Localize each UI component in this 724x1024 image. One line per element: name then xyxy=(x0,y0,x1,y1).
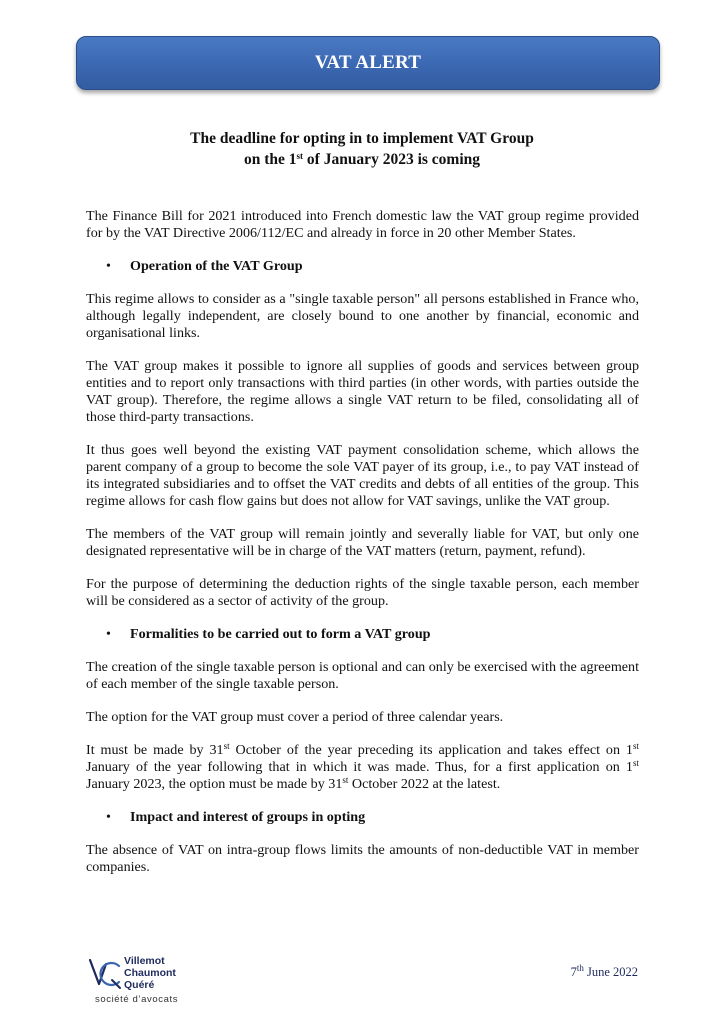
logo-name-line-1: Villemot xyxy=(124,955,165,967)
paragraph: The VAT group makes it possible to ignore all supplies of goods and services between group entities and to report only transactions with third parties (in other words, with parties outside the VAT group). Therefore, the regime allows a single VAT return to be filed, consolidating all of those third-party transactions. xyxy=(86,358,639,425)
headline-line-2: on the 1st of January 2023 is coming xyxy=(243,151,480,168)
paragraph: The option for the VAT group must cover a period of three calendar years. xyxy=(86,709,504,725)
section-heading-formalities: • Formalities to be carried out to form a VAT group xyxy=(106,626,431,642)
paragraph: The creation of the single taxable person is optional and can only be exercised with the agreement of each member of the single taxable person. xyxy=(86,659,639,692)
paragraph: The absence of VAT on intra-group flows limits the amounts of non-deductible VAT in member companies. xyxy=(86,842,639,875)
paragraph: It thus goes well beyond the existing VAT payment consolidation scheme, which allows the parent company of a group to become the sole VAT payer of its group, i.e., to pay VAT instead of its integrated subsidiaries and to offset the VAT credits and debts of all entities of the group. This regime allows for cash flow gains but does not allow for VAT savings, unlike the VAT group. xyxy=(86,442,639,509)
firm-logo xyxy=(88,954,208,1006)
firm-logo-icon xyxy=(88,954,122,992)
paragraph: The members of the VAT group will remain jointly and severally liable for VAT, but only one designated representative will be in charge of the VAT matters (return, payment, refund). xyxy=(86,526,639,559)
section-heading-impact: • Impact and interest of groups in opting xyxy=(106,809,366,825)
paragraph: For the purpose of determining the deduction rights of the single taxable person, each member will be considered as a sector of activity of the group. xyxy=(86,576,639,609)
logo-name-line-3: Quéré xyxy=(124,979,155,991)
banner-title: VAT ALERT xyxy=(314,52,422,73)
bullet-icon: • xyxy=(106,258,111,274)
headline-line-1: The deadline for opting in to implement VAT Group xyxy=(190,130,534,147)
paragraph-deadline: It must be made by 31st October of the year preceding its application and takes effect on 1st January of the year following that in which it was made. Thus, for a first application on 1st January 2023, the option must be made by 31st October 2022 at the latest. xyxy=(86,741,639,792)
intro-paragraph: The Finance Bill for 2021 introduced into French domestic law the VAT group regime provided for by the VAT Directive 2006/112/EC and already in force in 20 other Member States. xyxy=(86,208,639,241)
section-heading-operation: • Operation of the VAT Group xyxy=(106,258,303,274)
document-date: 7th June 2022 xyxy=(570,963,638,979)
logo-tagline: société d’avocats xyxy=(95,994,179,1005)
bullet-icon: • xyxy=(106,626,111,642)
logo-name-line-2: Chaumont xyxy=(124,967,176,979)
bullet-icon: • xyxy=(106,809,111,825)
vat-alert-banner xyxy=(76,36,660,90)
document-headline xyxy=(86,128,638,170)
paragraph: This regime allows to consider as a "single taxable person" all persons established in France who, although legally independent, are closely bound to one another by financial, economic and organisational links. xyxy=(86,291,639,341)
document-body xyxy=(86,208,639,892)
